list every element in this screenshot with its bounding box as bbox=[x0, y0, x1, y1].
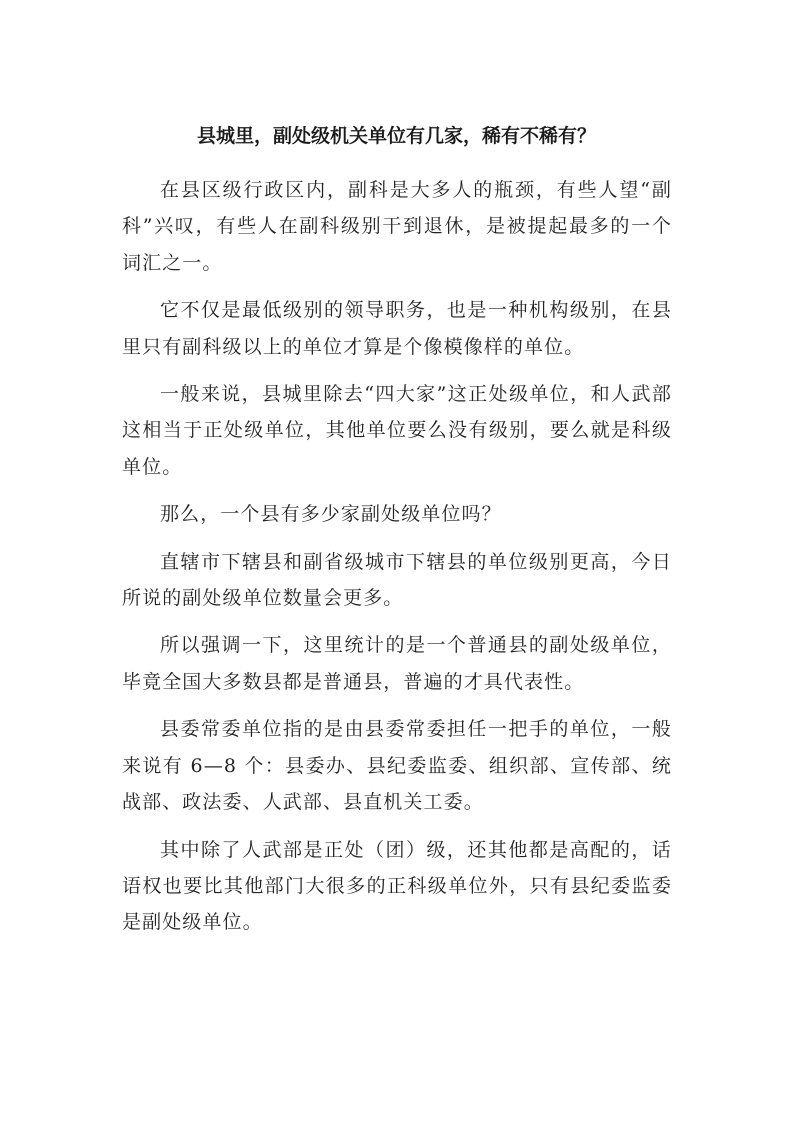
paragraph-8: 其中除了人武部是正处（团）级，还其他都是高配的，话语权也要比其他部门大很多的正科级单位外，只有县纪委监委是副处级单位。 bbox=[122, 838, 672, 934]
paragraph-4: 那么，一个县有多少家副处级单位吗？ bbox=[160, 503, 502, 526]
paragraph-5: 直辖市下辖县和副省级城市下辖县的单位级别更高，今日所说的副处级单位数量会更多。 bbox=[122, 550, 672, 610]
document-body bbox=[122, 172, 672, 952]
document-title: 县城里，副处级机关单位有几家，稀有不稀有？ bbox=[196, 125, 596, 147]
paragraph-2: 它不仅是最低级别的领导职务，也是一种机构级别，在县里只有副科级以上的单位才算是个像模像样的单位。 bbox=[122, 299, 672, 358]
paragraph-3: 一般来说，县城里除去“四大家”这正处级单位，和人武部这相当于正处级单位，其他单位要么没有级别，要么就是科级单位。 bbox=[122, 383, 672, 478]
paragraph-7: 县委常委单位指的是由县委常委担任一把手的单位，一般来说有 6—8 个：县委办、县纪委监委、组织部、宣传部、统战部、政法委、人武部、县直机关工委。 bbox=[122, 718, 672, 814]
paragraph-1: 在县区级行政区内，副科是大多人的瓶颈，有些人望“副科”兴叹，有些人在副科级别干到退休，是被提起最多的一个词汇之一。 bbox=[122, 179, 672, 274]
paragraph-6: 所以强调一下，这里统计的是一个普通县的副处级单位，毕竟全国大多数县都是普通县，普遍的才具代表性。 bbox=[122, 634, 672, 693]
